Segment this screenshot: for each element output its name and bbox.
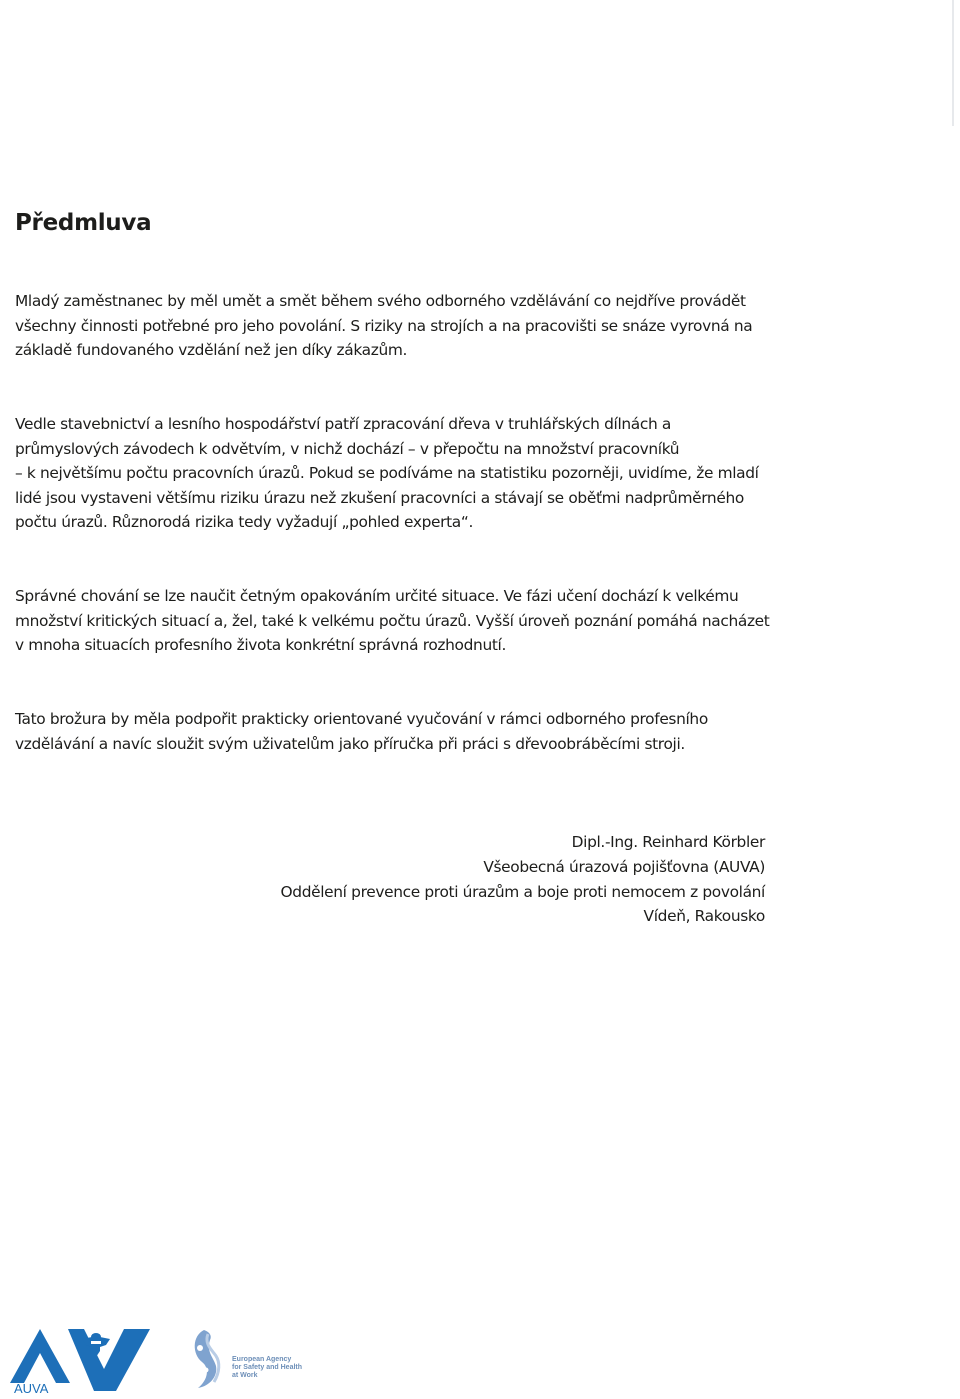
osha-logo-text: European Agency for Safety and Health at Work	[232, 1356, 303, 1379]
paragraph-purpose: Tato brožura by měla podpořit prakticky orientované vyučování v rámci odborného profesního vzdělávání a navíc sloužit svým uživatelům jako příručka při práci s dřevoobráběcími stroji.	[15, 710, 708, 753]
signature-organization: Všeobecná úrazová pojišťovna (AUVA)	[483, 857, 765, 876]
paragraph-statistics: Vedle stavebnictví a lesního hospodářství patří zpracování dřeva v truhlářských dílnách a průmyslových závodech k odvětvím, v nichž dochází – v přepočtu na množství pracovníků – k největšímu počtu pracovních úrazů. Pokud se podíváme na statistiku pozorněji, uvidíme, že mladí lidé jsou vystaveni většímu riziku úrazu než zkušení pracovníci a stávají se oběťmi nadprůměrného počtu úrazů. Různorodá rizika tedy vyžadují „pohled experta“.	[15, 415, 759, 532]
signature-name: Dipl.-Ing. Reinhard Körbler	[571, 833, 765, 851]
eu-osha-logo	[186, 1326, 311, 1396]
page-edge-line	[952, 0, 954, 126]
signature-location: Vídeň, Rakousko	[643, 907, 765, 926]
paragraph-learning: Správné chování se lze naučit četným opakováním určité situace. Ve fázi učení dochází k velkému množství kritických situací a, žel, také k velkému počtu úrazů. Vyšší úroveň poznání pomáhá nacházet v mnoha situacích profesního života konkrétní správná rozhodnutí.	[15, 587, 770, 655]
paragraph-intro: Mladý zaměstnanec by měl umět a smět během svého odborného vzdělávání co nejdříve provádět všechny činnosti potřebné pro jeho povolání. S riziky na strojích a na pracovišti se snáze vyrovná na základě fundovaného vzdělání než jen díky zákazům.	[15, 292, 753, 360]
signature-department: Oddělení prevence proti úrazům a boje proti nemocem z povolání	[280, 882, 765, 901]
auva-logo	[8, 1325, 153, 1395]
page-title: Předmluva	[15, 210, 152, 236]
signature-block	[281, 830, 765, 929]
auva-logo-text: AUVA	[14, 1381, 49, 1395]
